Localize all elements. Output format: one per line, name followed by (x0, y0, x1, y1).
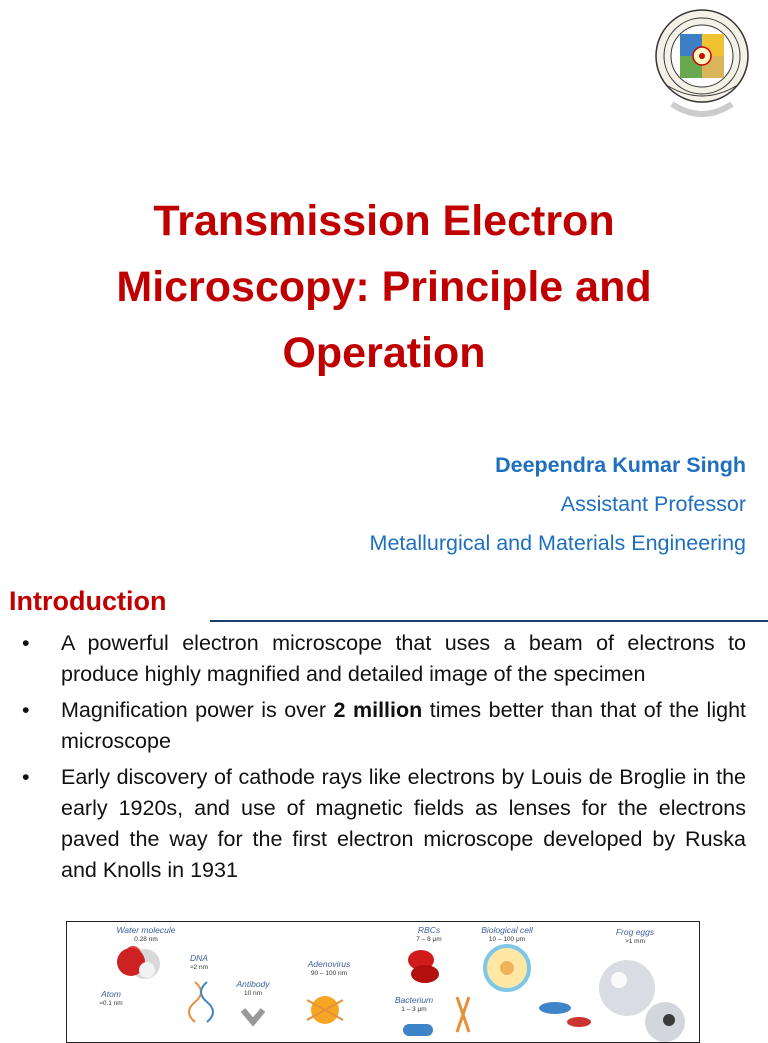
figure-label: Adenovirus 90 – 100 nm (307, 959, 351, 977)
institute-logo (654, 0, 750, 128)
bullet-text-post: times better than that of the light microscope (61, 698, 746, 753)
author-block (370, 446, 746, 563)
bullet-marker: • (22, 698, 30, 722)
figure-label: Atom ≈0.1 nm (99, 989, 123, 1007)
figure-label: Bacterium 1 – 3 μm (394, 995, 434, 1013)
figure-label: Water molecule 0.28 nm (116, 925, 176, 943)
title-line-3: Operation (282, 329, 486, 377)
bullet-item (0, 628, 768, 690)
figure-label: Frog eggs >1 mm (615, 927, 655, 945)
figure-label: DNA ≈2 nm (189, 953, 209, 971)
figure-label: RBCs 7 – 8 μm (416, 925, 442, 943)
author-name: Deependra Kumar Singh (495, 453, 746, 477)
bullet-text: Early discovery of cathode rays like electrons by Louis de Broglie in the early 1920s, and use of magnetic fields as lenses for the electrons paved the way for the first electron microscope developed by Ruska and Knolls in 1931 (61, 765, 746, 882)
title-line-1: Transmission Electron (153, 197, 615, 245)
bullet-marker: • (22, 765, 30, 789)
bullet-item (0, 695, 768, 757)
bullet-text: A powerful electron microscope that uses a beam of electrons to produce highly magnified and detailed image of the specimen (61, 631, 746, 686)
author-position: Assistant Professor (560, 492, 746, 516)
bullet-marker: • (22, 631, 30, 655)
bullet-emphasis: 2 million (333, 698, 423, 722)
slide-title (30, 188, 738, 386)
section-heading: Introduction (9, 586, 167, 616)
bullet-item (0, 762, 768, 886)
size-scale-figure (66, 921, 700, 1043)
figure-label: Biological cell 10 – 100 μm (481, 925, 533, 943)
bullet-text-pre: Magnification power is over (61, 698, 334, 722)
figure-label: Antibody 10 nm (236, 979, 270, 997)
bullet-list (0, 628, 768, 891)
title-line-2: Microscopy: Principle and (116, 263, 652, 311)
author-department: Metallurgical and Materials Engineering (369, 531, 746, 555)
heading-divider (210, 620, 768, 622)
